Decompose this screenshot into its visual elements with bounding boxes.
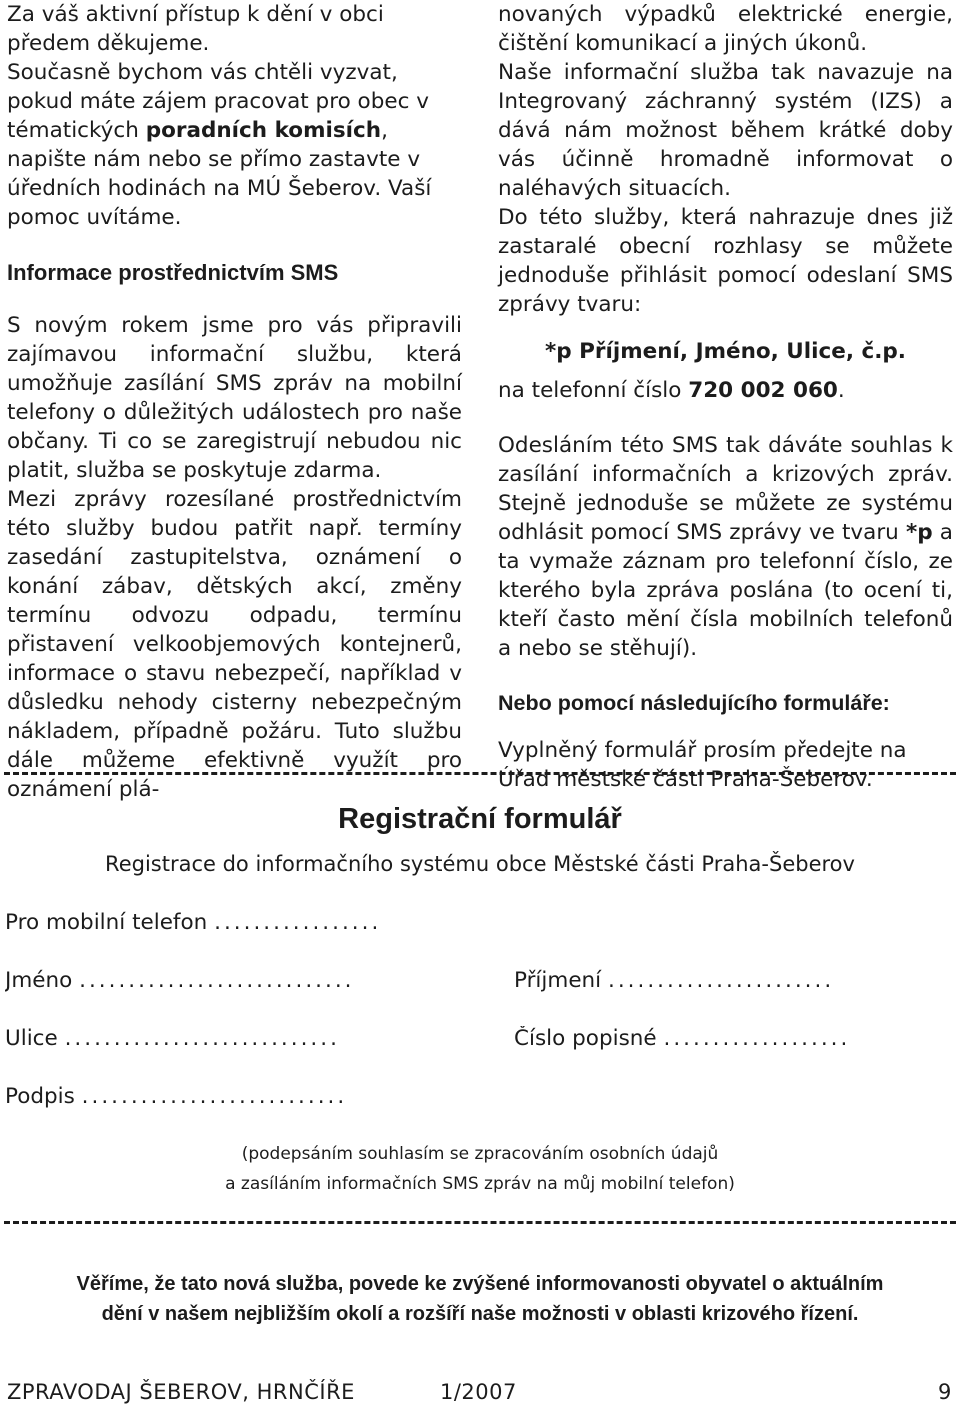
committee-call-pre: Současně bychom vás chtěli vyzvat, pokud máte zájem pracovat pro obec v tématických (7, 60, 429, 143)
closing-line1: Věříme, že tato nová služba, povede ke zvýšené informovanosti obyvatel o aktuálním (76, 1273, 884, 1295)
consent-post: a ta vymaže záznam pro telefonní číslo, ze kterého byla zpráva poslána (to ocení ti, kteří často mění čísla mobilních telefonů a nebo se stěhují). (498, 520, 953, 661)
surname-field[interactable] (514, 968, 944, 993)
surname-label: Příjmení (514, 968, 602, 993)
form-title: Registrační formulář (338, 803, 622, 835)
footer-publication: ZPRAVODAJ ŠEBEROV, HRNČÍŘE (7, 1380, 355, 1404)
continuation-paragraph: novaných výpadků elektrické energie, čištění komunikací a jiných úkonů. (498, 2, 953, 56)
house-number-dots: ................... (663, 1026, 851, 1051)
mobile-phone-field[interactable] (5, 910, 465, 935)
street-dots: ............................ (64, 1026, 340, 1051)
street-field[interactable] (5, 1026, 465, 1051)
sms-format: *p Příjmení, Jméno, Ulice, č.p. (545, 339, 906, 364)
form-instruction: Vyplněný formulář prosím předejte na Úřad městské části Praha-Šeberov. (498, 738, 907, 792)
unsubscribe-code: *p (905, 520, 933, 545)
sms-content-paragraph: Mezi zprávy rozesílané prostřednictvím této služby budou patřit např. termíny zasedání zastupitelstva, oznámení o konání zábav, dětských akcí, změny termínu odvozu odpadu, termínu přistavení velkoobjemových kontejnerů, informace o stavu nebezpečí, například v důsledku nehody cisterny nebezpečným nákladem, případně požáru. Tuto službu dále můžeme efektivně využít pro oznámení plá- (7, 487, 462, 802)
top-dashed-divider (4, 772, 956, 775)
phone-number: 720 002 060 (688, 378, 838, 403)
closing-statement (0, 1269, 960, 1329)
closing-line2: dění v našem nejbližším okolí a rozšíří naše možnosti v oblasti krizového řízení. (101, 1303, 859, 1325)
committee-call-text (7, 58, 462, 232)
signature-dots: ........................... (81, 1084, 348, 1109)
right-column (498, 0, 953, 794)
bottom-dashed-divider (4, 1221, 956, 1224)
consent-paragraph (498, 431, 953, 663)
committee-call-bold: poradních komisích (145, 118, 382, 143)
surname-dots: ....................... (608, 968, 835, 993)
mobile-phone-label: Pro mobilní telefon (5, 910, 208, 935)
footer-issue: 1/2007 (440, 1380, 517, 1404)
mobile-phone-dots: ................. (214, 910, 382, 935)
phone-label: na telefonní číslo (498, 378, 689, 403)
signature-field[interactable] (5, 1084, 465, 1109)
form-heading: Nebo pomocí následujícího formuláře: (498, 691, 890, 715)
first-name-dots: ............................ (79, 968, 355, 993)
sms-section-heading: Informace prostřednictvím SMS (7, 260, 339, 285)
sms-intro-paragraph: S novým rokem jsme pro vás připravili zajímavou informační službu, která umožňuje zasílání SMS zpráv na mobilní telefony o důležitých událostech pro naše občany. Ti co se zaregistrují nebudou nic platit, služba se poskytuje zdarma. (7, 313, 462, 483)
house-number-field[interactable] (514, 1026, 944, 1051)
left-column (7, 0, 462, 804)
first-name-label: Jméno (5, 968, 73, 993)
phone-suffix: . (837, 378, 845, 403)
house-number-label: Číslo popisné (514, 1026, 657, 1051)
consent-note-line2: a zasíláním informačních SMS zpráv na můj mobilní telefon) (225, 1174, 735, 1194)
consent-pre: Odesláním této SMS tak dáváte souhlas k zasílání informačních a krizových zpráv. Stejně jednoduše se můžete ze systému odhlásit pomocí SMS zprávy ve tvaru (498, 433, 953, 545)
footer-page-number: 9 (938, 1380, 952, 1404)
form-subtitle: Registrace do informačního systému obce Městské části Praha-Šeberov (105, 852, 855, 876)
izs-paragraph: Naše informační služba tak navazuje na Integrovaný záchranný systém (IZS) a dává nám možnost během krátké doby vás účinně hromadně informovat o naléhavých situacích. (498, 60, 953, 201)
consent-note-line1: (podepsáním souhlasím se zpracováním osobních údajů (241, 1144, 719, 1164)
signature-label: Podpis (5, 1084, 75, 1109)
intro-text: Za váš aktivní přístup k dění v obci předem děkujeme. (7, 2, 384, 56)
registration-paragraph: Do této služby, která nahrazuje dnes již zastaralé obecní rozhlasy se můžete jednoduše přihlásit pomocí odeslaní SMS zprávy tvaru: (498, 205, 953, 317)
first-name-field[interactable] (5, 968, 465, 993)
street-label: Ulice (5, 1026, 58, 1051)
phone-line (498, 376, 953, 405)
committee-call-post: , napište nám nebo se přímo zastavte v úředních hodinách na MÚ Šeberov. Vaší pomoc uvítáme. (7, 118, 432, 230)
